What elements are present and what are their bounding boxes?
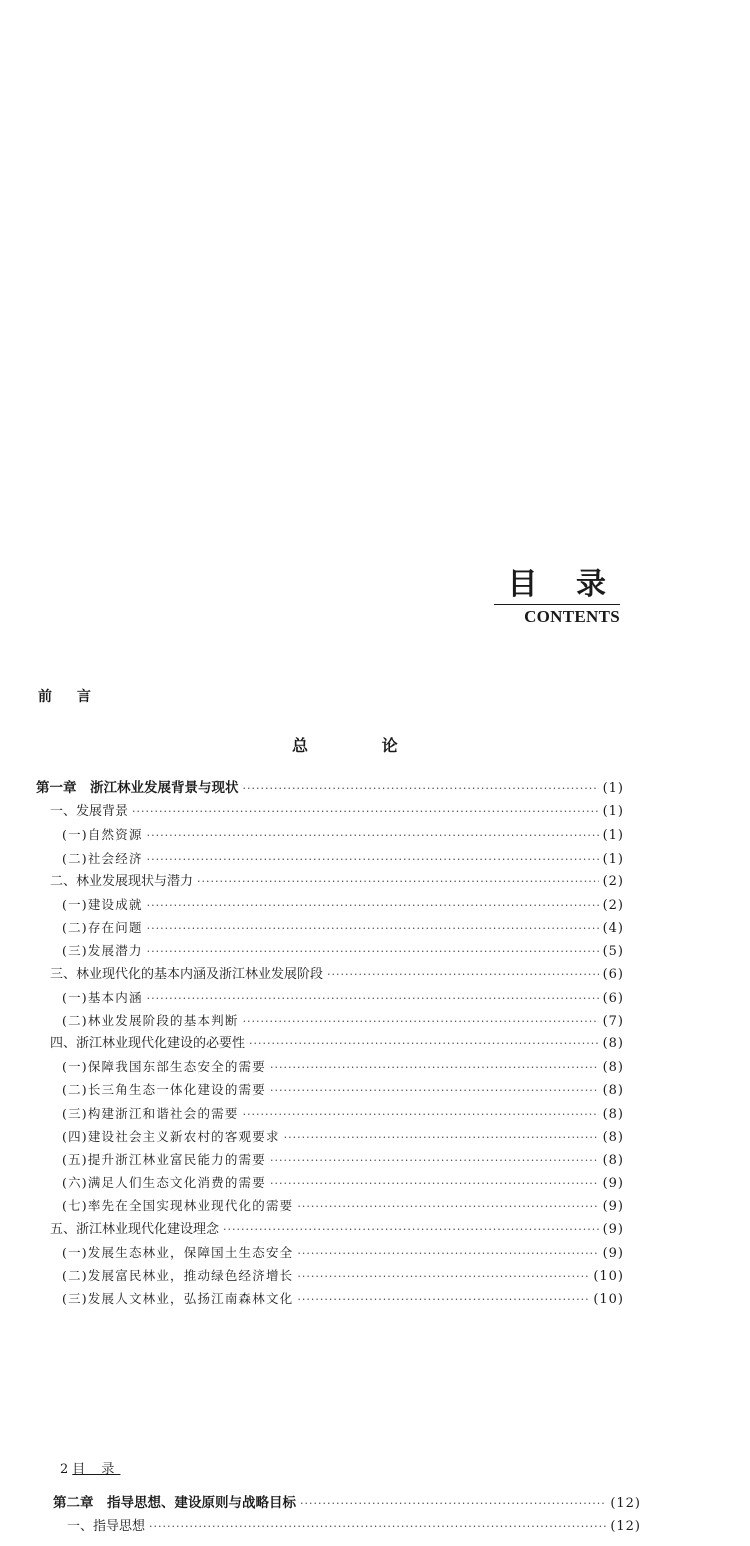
toc-subsection[interactable] (36, 1287, 624, 1310)
toc-leader-dots (243, 1010, 599, 1033)
toc-leader-dots (297, 1265, 589, 1288)
toc-entry-page: (1) (602, 828, 624, 844)
toc-leader-dots (147, 848, 599, 871)
toc-entry-page: (9) (602, 1199, 624, 1215)
toc-entry-page: (8) (602, 1083, 624, 1099)
toc-entry-page: (4) (602, 921, 624, 937)
toc-entry-title: (七)率先在全国实现林业现代化的需要 (62, 1198, 294, 1214)
toc-heading (494, 566, 620, 627)
toc-leader-dots (197, 870, 599, 893)
toc-list (36, 777, 624, 1310)
toc-entry-page: (9) (602, 1221, 624, 1237)
toc-entry-title: 第一章 浙江林业发展背景与现状 (36, 780, 239, 796)
toc-leader-dots (270, 1149, 599, 1172)
toc-leader-dots (284, 1126, 599, 1149)
toc-leader-dots (297, 1288, 589, 1311)
toc-subsection[interactable] (36, 1009, 624, 1032)
toc-leader-dots (147, 987, 599, 1010)
toc-entry-title: (一)建设成就 (62, 896, 143, 912)
toc-leader-dots (147, 894, 599, 917)
toc-entry-page: (6) (602, 966, 624, 982)
toc-entry-page: (1) (602, 851, 624, 867)
toc-leader-dots (327, 963, 599, 986)
toc-entry-page: (1) (602, 781, 624, 796)
toc-entry-title: (四)建设社会主义新农村的客观要求 (62, 1128, 280, 1144)
toc-leader-dots (300, 1492, 606, 1515)
toc-section[interactable] (36, 1032, 624, 1055)
toc-entry-title: 一、发展背景 (50, 804, 129, 820)
toc-leader-dots (270, 1056, 599, 1079)
toc-entry-page: (8) (602, 1036, 624, 1052)
toc-entry-title: (一)基本内涵 (62, 989, 143, 1005)
toc-subsection[interactable] (36, 823, 624, 846)
toc-entry-page: (8) (602, 1129, 624, 1145)
toc-subsection[interactable] (36, 916, 624, 939)
toc-entry-title: (二)长三角生态一体化建设的需要 (62, 1082, 266, 1098)
toc-leader-dots (243, 777, 599, 800)
toc-subsection[interactable] (36, 1264, 624, 1287)
toc-entry-page: (9) (602, 1176, 624, 1192)
toc-leader-dots (223, 1218, 599, 1241)
toc-entry-title: (二)发展富民林业，推动绿色经济增长 (62, 1267, 294, 1283)
toc-section[interactable] (36, 963, 624, 986)
toc-entry-title: (五)提升浙江林业富民能力的需要 (62, 1152, 266, 1167)
toc-entry-title: (一)自然资源 (62, 827, 143, 843)
toc-entry-title: (三)发展潜力 (62, 943, 143, 959)
toc-leader-dots (147, 917, 599, 940)
toc-subsection[interactable] (36, 893, 624, 916)
toc-leader-dots (297, 1242, 598, 1265)
toc-entry-title: (二)存在问题 (62, 920, 143, 936)
toc-leader-dots (149, 1515, 606, 1538)
toc-section[interactable] (36, 800, 624, 823)
toc-entry-title: (三)构建浙江和谐社会的需要 (62, 1105, 239, 1121)
toc-entry-title: 三、林业现代化的基本内涵及浙江林业发展阶段 (50, 966, 324, 982)
toc-entry-title: (二)林业发展阶段的基本判断 (62, 1012, 239, 1028)
toc-entry-page: (9) (602, 1245, 624, 1261)
toc-subsection[interactable] (36, 847, 624, 870)
toc-heading-zh: 目 录 (494, 566, 620, 605)
toc-leader-dots (147, 824, 599, 847)
toc-entry-title: 四、浙江林业现代化建设的必要性 (50, 1036, 246, 1052)
toc-subsection[interactable] (36, 1171, 624, 1194)
toc-entry-title: (二)社会经济 (62, 850, 143, 866)
toc-entry-title: 五、浙江林业现代化建设理念 (50, 1221, 220, 1237)
toc-leader-dots (147, 940, 599, 963)
toc-leader-dots (132, 800, 599, 823)
running-head (60, 1458, 120, 1477)
toc-entry-page: (5) (602, 944, 624, 960)
toc-entry-title: (一)发展生态林业，保障国土生态安全 (62, 1244, 294, 1260)
toc-subsection[interactable] (36, 1125, 624, 1148)
preface-entry[interactable]: 前 言 (38, 689, 101, 705)
toc-subsection[interactable] (36, 1055, 624, 1078)
toc-entry-page: (8) (602, 1153, 624, 1168)
toc-subsection[interactable] (36, 986, 624, 1009)
toc-leader-dots (297, 1195, 598, 1218)
toc-leader-dots (243, 1103, 599, 1126)
toc-chapter[interactable] (36, 777, 624, 800)
toc-section[interactable] (36, 870, 624, 893)
toc-entry-title: (六)满足人们生态文化消费的需要 (62, 1175, 266, 1191)
toc-section[interactable] (53, 1515, 641, 1538)
toc-list-page2 (53, 1492, 641, 1538)
toc-subsection[interactable] (36, 1102, 624, 1125)
running-head-label: 目 录 (72, 1462, 121, 1477)
toc-entry-page: (8) (602, 1060, 624, 1076)
toc-chapter[interactable] (53, 1492, 641, 1515)
toc-leader-dots (270, 1079, 599, 1102)
toc-leader-dots (270, 1172, 599, 1195)
toc-entry-page: (8) (602, 1106, 624, 1122)
toc-entry-page: (1) (602, 804, 624, 820)
toc-entry-page: (12) (610, 1496, 641, 1511)
page-number: 2 (60, 1462, 69, 1477)
toc-entry-page: (10) (593, 1292, 624, 1308)
toc-entry-page: (7) (602, 1013, 624, 1029)
toc-section[interactable] (36, 1218, 624, 1241)
toc-entry-page: (2) (602, 897, 624, 913)
toc-entry-title: 第二章 指导思想、建设原则与战略目标 (53, 1495, 296, 1511)
toc-subsection[interactable] (36, 1241, 624, 1264)
toc-entry-title: (一)保障我国东部生态安全的需要 (62, 1059, 266, 1075)
toc-entry-page: (2) (602, 873, 624, 889)
toc-heading-en: CONTENTS (524, 607, 620, 626)
toc-entry-title: (三)发展人文林业，弘扬江南森林文化 (62, 1291, 294, 1307)
toc-subsection[interactable] (36, 1194, 624, 1217)
toc-entry-title: 一、指导思想 (67, 1519, 146, 1535)
toc-entry-page: (12) (610, 1519, 641, 1535)
toc-leader-dots (249, 1032, 599, 1055)
toc-subsection[interactable] (36, 1148, 624, 1171)
toc-entry-page: (6) (602, 990, 624, 1006)
toc-entry-page: (10) (593, 1268, 624, 1284)
section-title: 总 论 (292, 736, 432, 755)
toc-subsection[interactable] (36, 939, 624, 962)
toc-subsection[interactable] (36, 1078, 624, 1101)
toc-entry-title: 二、林业发展现状与潜力 (50, 873, 194, 889)
